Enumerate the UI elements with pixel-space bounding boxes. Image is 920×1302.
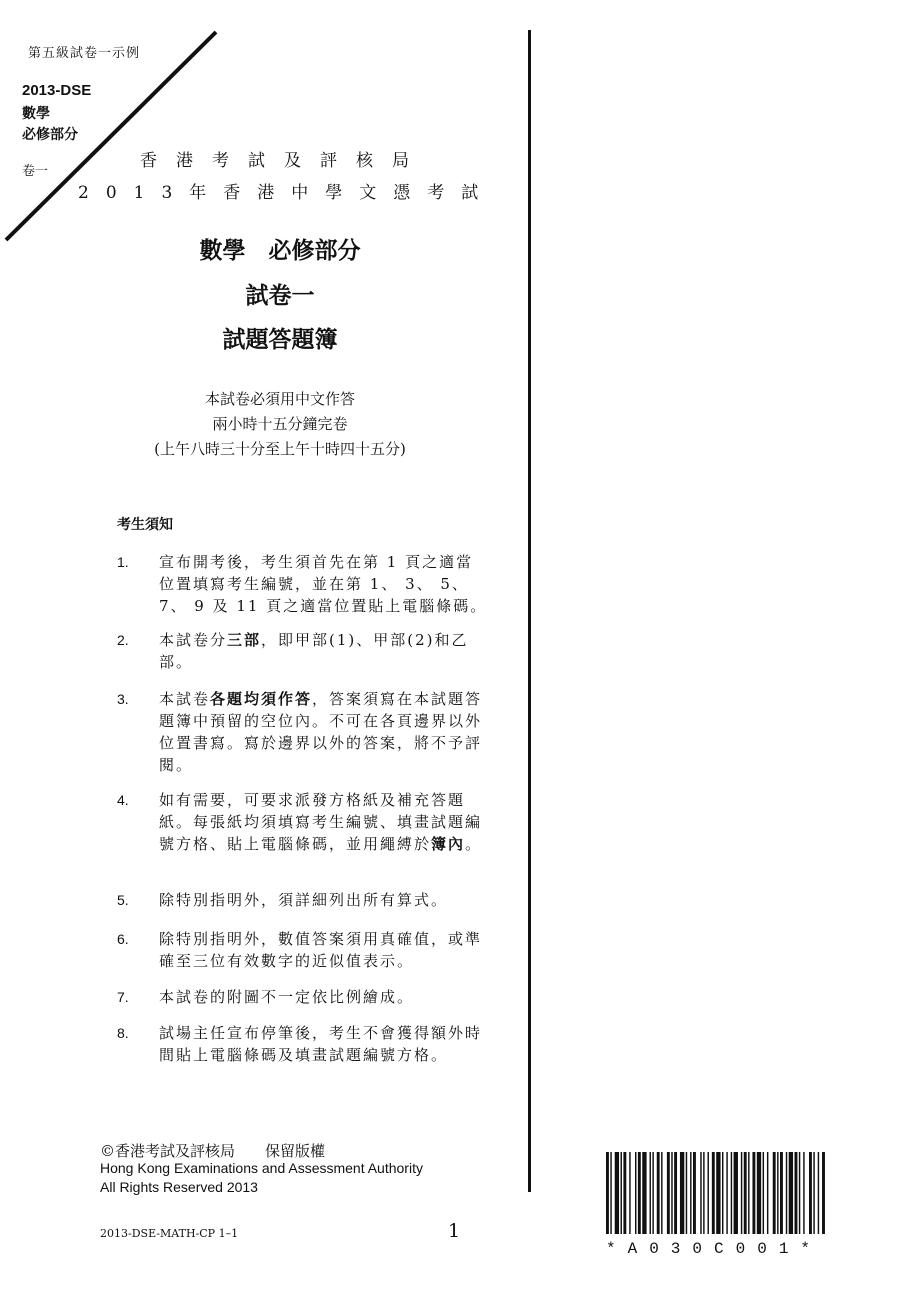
instruction-text <box>159 986 489 1008</box>
instruction-text <box>159 889 489 911</box>
barcode-bar <box>809 1152 812 1234</box>
barcode-bar <box>757 1152 761 1234</box>
exam-time-text: (上午八時三十分至上午十時四十五分) <box>154 440 406 458</box>
barcode-bar <box>661 1152 662 1234</box>
instruction-text-part: 除特別指明外，須詳細列出所有算式。 <box>159 891 449 909</box>
instruction-text-part: ，即甲部(1)、甲部(2)和乙部。 <box>159 631 469 671</box>
corner-subject: 數學 <box>22 106 50 122</box>
instruction-number: 1. <box>117 554 129 570</box>
instruction-text-part: 如有需要，可要求派發方格紙及補充答題紙。每張紙均須填寫考生編號、填畫試題編號方格、貼上電腦條碼，並用繩縛於 <box>159 791 483 853</box>
barcode-bar <box>686 1152 687 1234</box>
instruction-text <box>159 789 489 855</box>
sample-paper-label: 第五級試卷一示例 <box>28 46 141 61</box>
barcode-bar <box>813 1152 814 1234</box>
instruction-number: 2. <box>117 632 129 648</box>
barcode-bar <box>700 1152 701 1234</box>
copyright-chinese: ©香港考試及評核局 保留版權 <box>100 1142 326 1160</box>
instruction-text-part: 。 <box>465 835 483 853</box>
barcode-bar <box>818 1152 819 1234</box>
instruction-text-part: ，答案須寫在本試題答題簿中預留的空位內。不可在各頁邊界以外位置書寫。寫於邊界以外的答案，將不予評閱。 <box>159 690 483 774</box>
barcode-bar <box>734 1152 738 1234</box>
barcode-bar <box>777 1152 778 1234</box>
instruction-text <box>159 551 489 617</box>
barcode-bar <box>731 1152 732 1234</box>
corner-component: 必修部分 <box>22 127 78 143</box>
booklet-title: 試題答題簿 <box>222 327 338 353</box>
barcode-bar <box>652 1152 653 1234</box>
barcode-bar <box>726 1152 727 1234</box>
copyright-rights: All Rights Reserved 2013 <box>100 1179 258 1195</box>
instruction-number: 8. <box>117 1025 129 1041</box>
instruction-text-part: 本試卷 <box>159 690 211 708</box>
instruction-number: 5. <box>117 892 129 908</box>
barcode-bar <box>741 1152 742 1234</box>
instruction-emphasis: 三部 <box>227 631 262 649</box>
instruction-number: 4. <box>117 792 129 808</box>
barcode-bar <box>748 1152 749 1234</box>
barcode-bar <box>606 1152 609 1234</box>
barcode-bar <box>712 1152 715 1234</box>
barcode-bar <box>773 1152 776 1234</box>
duration-text: 兩小時十五分鐘完卷 <box>212 415 348 433</box>
paper-title: 試卷一 <box>245 283 315 309</box>
instruction-text-part: 宣布開考後，考生須首先在第 1 頁之適當位置填寫考生編號，並在第 1、 3、 5、 7、 9 及 11 頁之適當位置貼上電腦條碼。 <box>159 553 488 615</box>
page-margin-line <box>528 30 531 1192</box>
barcode-bar <box>657 1152 660 1234</box>
instruction-number: 6. <box>117 931 129 947</box>
instruction-number: 7. <box>117 989 129 1005</box>
barcode-bar <box>674 1152 677 1234</box>
barcode-bar <box>752 1152 755 1234</box>
barcode-bar <box>786 1152 787 1234</box>
instruction-emphasis: 簿內 <box>431 835 466 853</box>
barcode-bar <box>744 1152 747 1234</box>
page-number: 1 <box>448 1220 461 1242</box>
barcode-bar <box>638 1152 641 1234</box>
instruction-text <box>159 629 489 673</box>
instruction-text <box>159 1022 489 1066</box>
barcode-bar <box>703 1152 704 1234</box>
barcode-bar <box>795 1152 798 1234</box>
barcode-image <box>606 1152 878 1234</box>
corner-paper-number: 卷一 <box>22 164 49 179</box>
barcode-bar <box>690 1152 691 1234</box>
barcode-bar <box>780 1152 783 1234</box>
instructions-heading: 考生須知 <box>117 517 173 533</box>
barcode-bar <box>789 1152 793 1234</box>
subject-title: 數學 必修部分 <box>199 238 361 264</box>
barcode-bar <box>680 1152 684 1234</box>
paper-code: 2013-DSE-MATH-CP 1–1 <box>100 1227 239 1240</box>
barcode-bar <box>635 1152 636 1234</box>
barcode-bar <box>623 1152 626 1234</box>
instruction-emphasis: 各題均須作答 <box>210 690 313 708</box>
exam-title: 2013年香港中學文憑考試 <box>78 183 496 203</box>
barcode-bar <box>693 1152 696 1234</box>
barcode-bar <box>621 1152 622 1234</box>
barcode-bar <box>722 1152 723 1234</box>
barcode-bar <box>767 1152 768 1234</box>
instruction-text <box>159 928 489 972</box>
barcode-bar <box>671 1152 672 1234</box>
instruction-text-part: 本試卷分 <box>159 631 228 649</box>
instruction-text <box>159 688 489 776</box>
authority-name: 香港考試及評核局 <box>140 151 428 171</box>
barcode-bar <box>799 1152 800 1234</box>
copyright-authority-english: Hong Kong Examinations and Assessment Authority <box>100 1160 423 1176</box>
barcode-bar <box>615 1152 619 1234</box>
barcode-bar <box>667 1152 670 1234</box>
barcode-text: *A030C001* <box>606 1240 823 1258</box>
instruction-text-part: 除特別指明外，數值答案須用真確值，或準確至三位有效數字的近似值表示。 <box>159 930 483 970</box>
barcode-bar <box>763 1152 764 1234</box>
instruction-number: 3. <box>117 691 129 707</box>
barcode-bar <box>629 1152 630 1234</box>
barcode-bar <box>650 1152 651 1234</box>
barcode-bar <box>822 1152 825 1234</box>
corner-year-code: 2013-DSE <box>22 82 92 99</box>
barcode-bar <box>708 1152 709 1234</box>
instruction-text-part: 本試卷的附圖不一定依比例繪成。 <box>159 988 415 1006</box>
instruction-text-part: 試場主任宣布停筆後，考生不會獲得額外時間貼上電腦條碼及填畫試題編號方格。 <box>159 1024 483 1064</box>
barcode-bar <box>803 1152 804 1234</box>
barcode-bar <box>642 1152 646 1234</box>
barcode-bar <box>610 1152 611 1234</box>
barcode-bar <box>716 1152 720 1234</box>
language-requirement: 本試卷必須用中文作答 <box>204 390 355 408</box>
